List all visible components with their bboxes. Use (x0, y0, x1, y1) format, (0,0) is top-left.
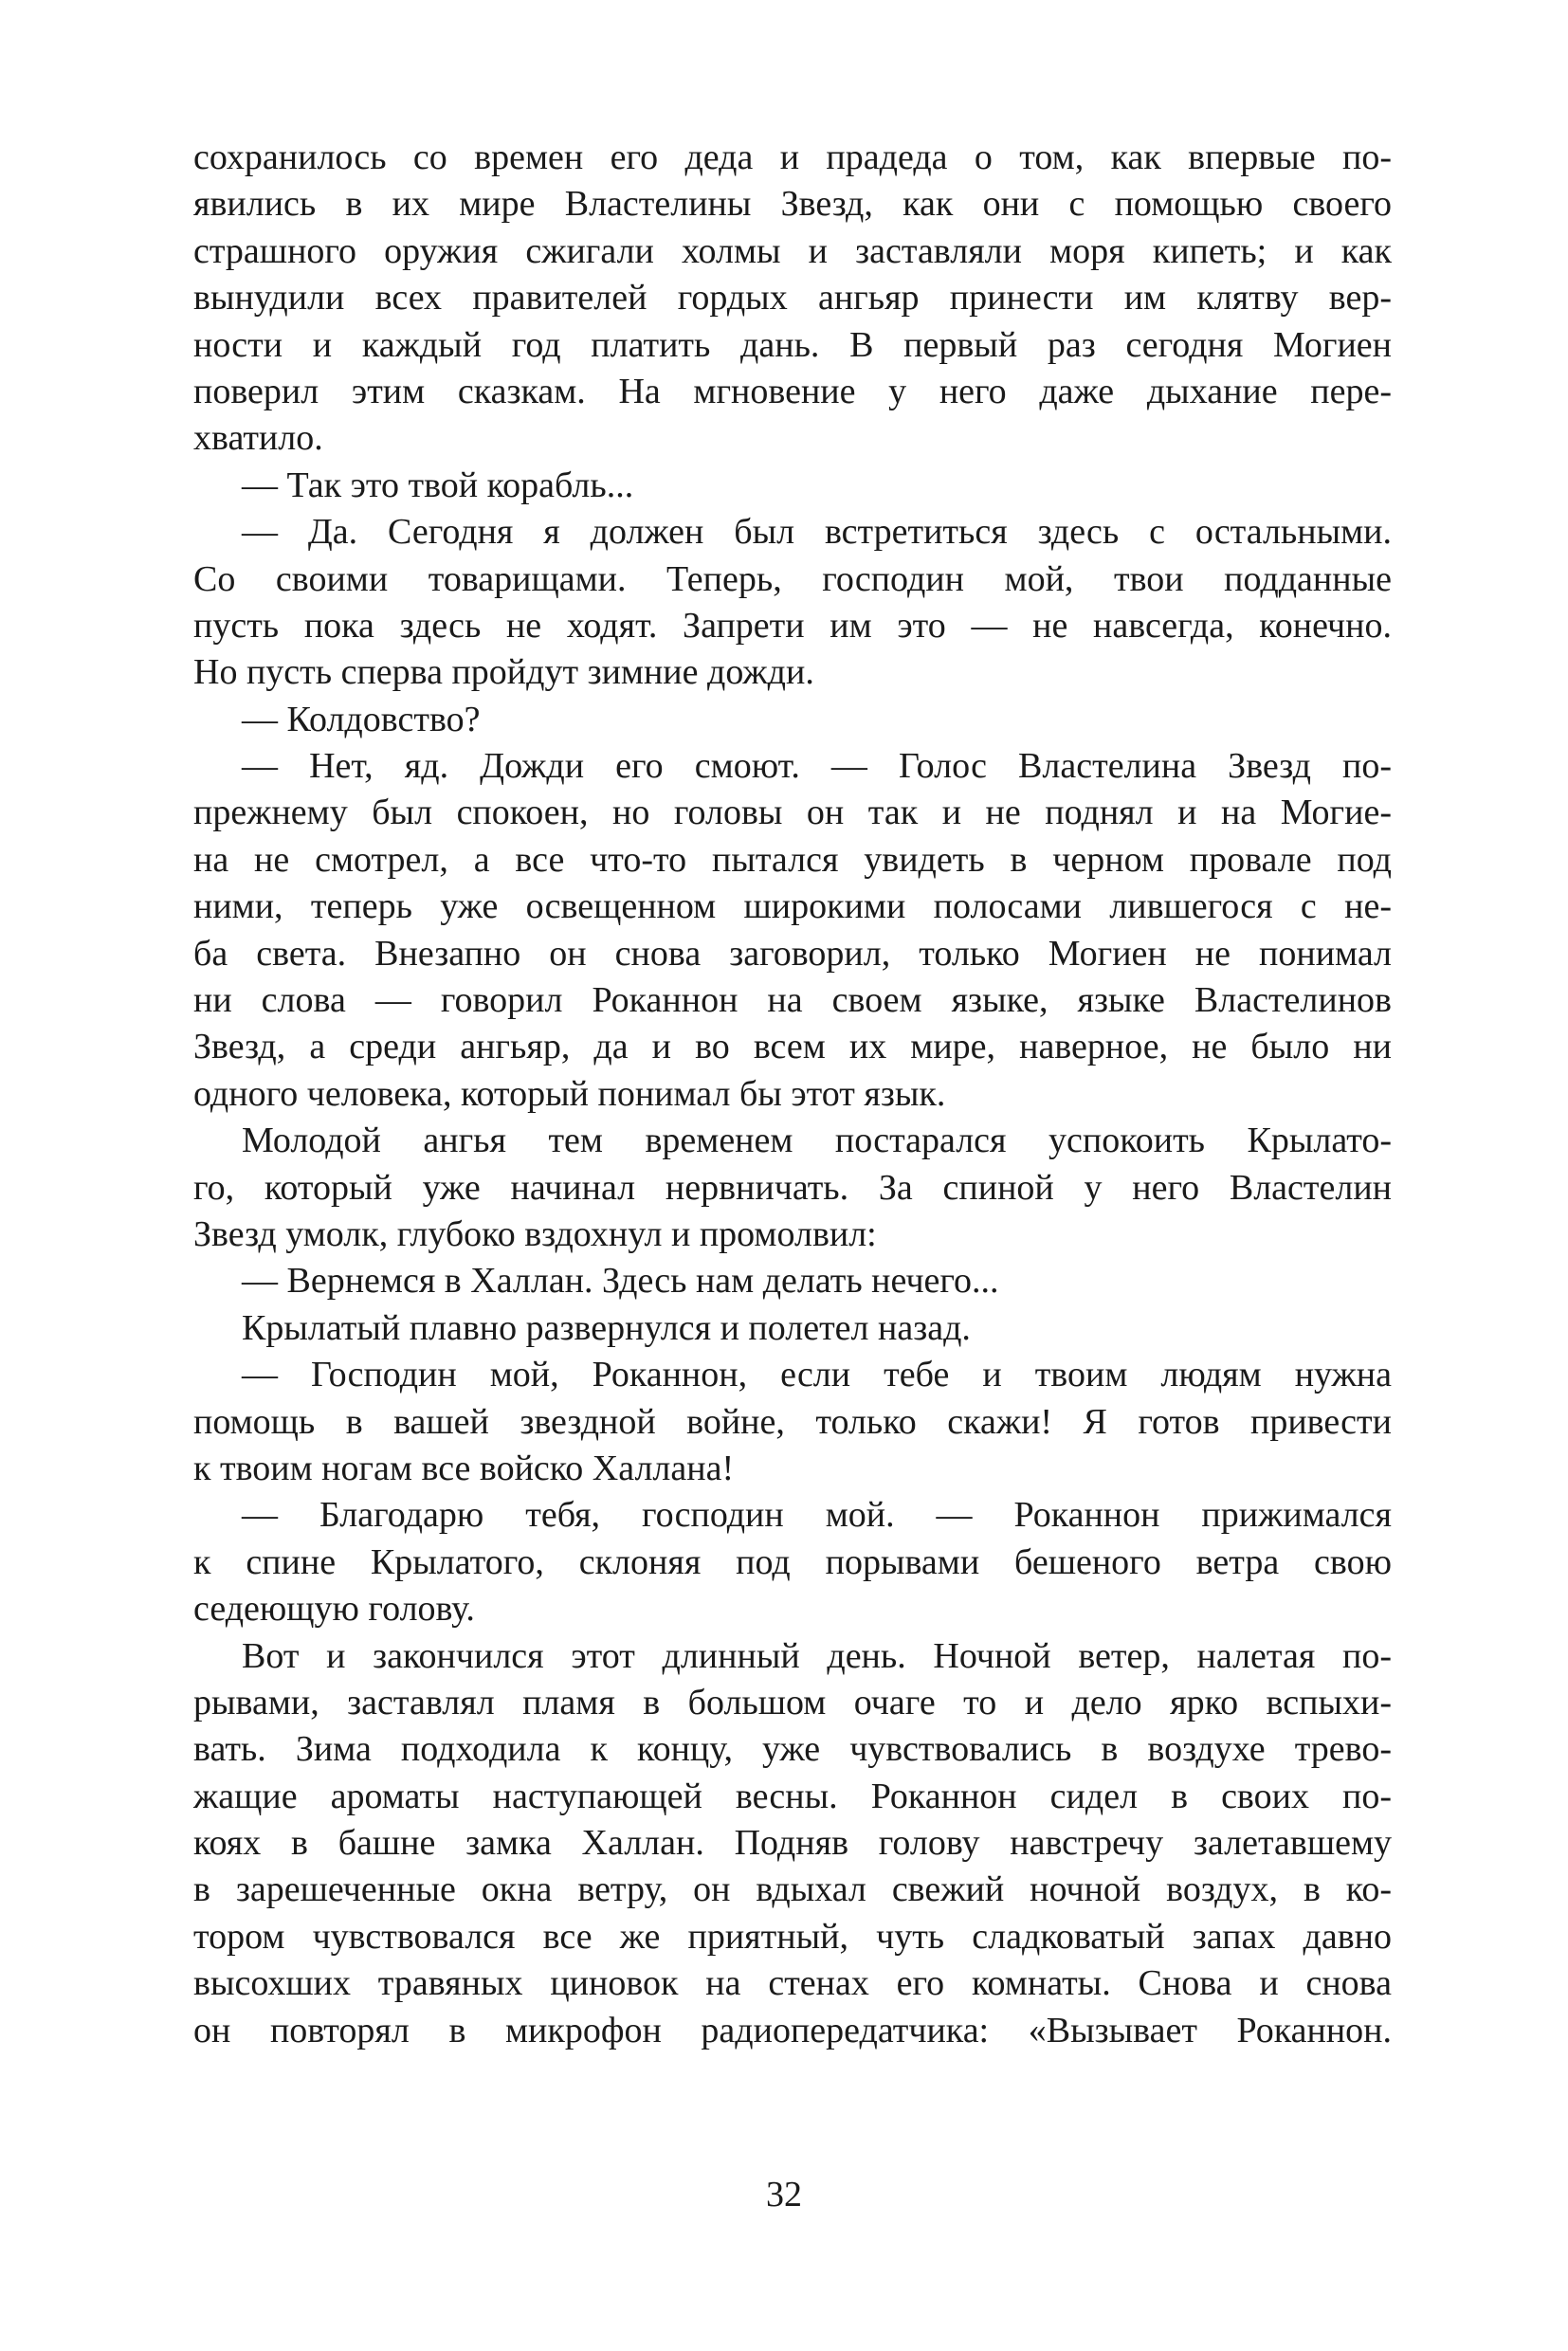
text-line: — Вернемся в Халлан. Здесь нам делать нечего... (242, 1261, 999, 1302)
text-line: седеющую голову. (193, 1589, 475, 1630)
text-line: ба света. Внезапно он снова заговорил, только Могиен не понимал (193, 933, 1392, 974)
text-line: Молодой ангья тем временем постарался успокоить Крылато- (242, 1121, 1392, 1161)
text-line: рывами, заставлял пламя в большом очаге то и дело ярко вспыхи- (193, 1682, 1392, 1722)
text-line: — Благодарю тебя, господин мой. — Роканнон прижимался (242, 1495, 1392, 1536)
text-line: го, который уже начинал нервничать. За спиной у него Властелин (193, 1167, 1392, 1208)
text-line: ними, теперь уже освещенном широкими полосами лившегося с не- (193, 886, 1392, 927)
text-line: — Нет, яд. Дожди его смоют. — Голос Властелина Звезд по- (242, 746, 1392, 787)
text-line: — Колдовство? (242, 699, 481, 739)
text-line: вынудили всех правителей гордых ангьяр принести им клятву вер- (193, 278, 1392, 319)
text-line: поверил этим сказкам. На мгновение у него даже дыхание пере- (193, 371, 1392, 411)
text-line: Крылатый плавно развернулся и полетел назад. (242, 1307, 971, 1348)
text-line: к твоим ногам все войско Халлана! (193, 1448, 735, 1488)
text-line: ни слова — говорил Роканнон на своем языке, языке Властелинов (193, 980, 1392, 1021)
text-line: в зарешеченные окна ветру, он вдыхал свежий ночной воздух, в ко- (193, 1869, 1392, 1910)
text-line: Вот и закончился этот длинный день. Ночной ветер, налетая по- (242, 1635, 1392, 1676)
text-line: пусть пока здесь не ходят. Запрети им это — не навсегда, конечно. (193, 605, 1392, 646)
text-line: коях в башне замка Халлан. Подняв голову навстречу залетавшему (193, 1823, 1392, 1864)
text-line: страшного оружия сжигали холмы и заставляли моря кипеть; и как (193, 230, 1392, 271)
page-number: 32 (766, 2175, 802, 2214)
text-line: прежнему был спокоен, но головы он так и не поднял и на Могие- (193, 793, 1392, 833)
body-text (193, 135, 1392, 2054)
text-line: — Да. Сегодня я должен был встретиться здесь с остальными. (242, 512, 1392, 553)
text-line: хватило. (193, 418, 323, 459)
text-line: Но пусть сперва пройдут зимние дожди. (193, 652, 814, 693)
text-line: Звезд, а среди ангьяр, да и во всем их мире, наверное, не было ни (193, 1027, 1392, 1067)
text-line: вать. Зима подходила к концу, уже чувствовались в воздухе трево- (193, 1729, 1392, 1770)
text-line: — Господин мой, Роканнон, если тебе и твоим людям нужна (242, 1355, 1392, 1395)
text-line: одного человека, который понимал бы этот язык. (193, 1073, 946, 1114)
text-line: тором чувствовался все же приятный, чуть сладковатый запах давно (193, 1916, 1392, 1957)
text-line: он повторял в микрофон радиопередатчика: «Вызывает Роканнон. (193, 2010, 1392, 2050)
text-line: ности и каждый год платить дань. В первый раз сегодня Могиен (193, 324, 1392, 365)
text-line: на не смотрел, а все что-то пытался увидеть в черном провале под (193, 839, 1392, 880)
text-line: явились в их мире Властелины Звезд, как они с помощью своего (193, 184, 1392, 225)
text-line: помощь в вашей звездной войне, только скажи! Я готов привести (193, 1401, 1392, 1442)
text-line: сохранилось со времен его деда и прадеда о том, как впервые по- (193, 137, 1392, 177)
text-line: Звезд умолк, глубоко вздохнул и промолвил: (193, 1213, 877, 1254)
text-line: Со своими товарищами. Теперь, господин мой, твои подданные (193, 558, 1392, 599)
text-line: жащие ароматы наступающей весны. Роканнон сидел в своих по- (193, 1776, 1392, 1816)
text-line: высохших травяных циновок на стенах его комнаты. Снова и снова (193, 1963, 1392, 2004)
text-line: к спине Крылатого, склоняя под порывами бешеного ветра свою (193, 1541, 1392, 1582)
text-line: — Так это твой корабль... (242, 465, 634, 505)
